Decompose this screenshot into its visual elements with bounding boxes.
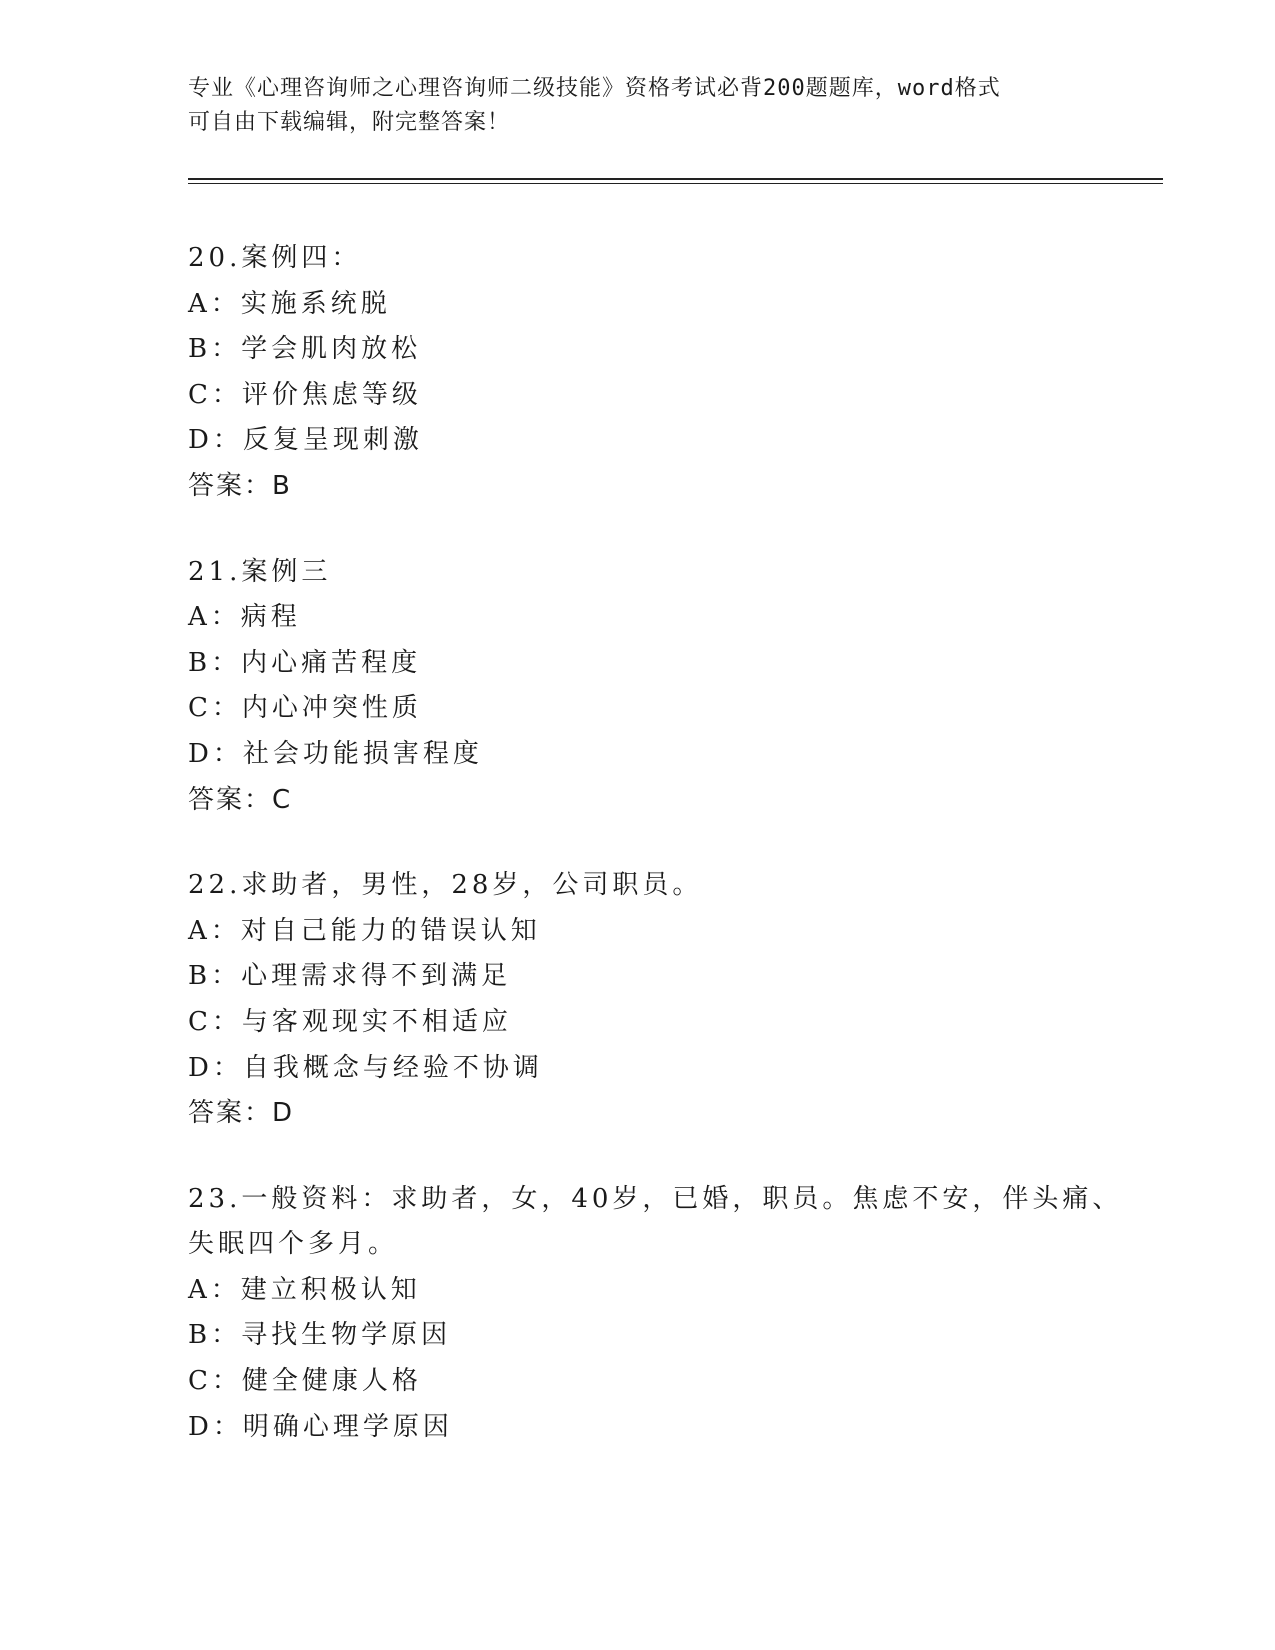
option-d: D：社会功能损害程度 bbox=[188, 738, 483, 769]
header-line-1: 专业《心理咨询师之心理咨询师二级技能》资格考试必背200题题库，word格式 bbox=[188, 76, 1001, 101]
option-b: B：心理需求得不到满足 bbox=[188, 961, 512, 992]
question-23 bbox=[188, 1177, 1123, 1451]
option-b: B：学会肌肉放松 bbox=[188, 334, 422, 365]
option-d: D：反复呈现刺激 bbox=[188, 425, 423, 456]
option-d: D：明确心理学原因 bbox=[188, 1411, 453, 1442]
question-stem-line-2: 失眠四个多月。 bbox=[188, 1229, 399, 1260]
answer-label: 答案：C bbox=[188, 784, 293, 815]
option-d: D：自我概念与经验不协调 bbox=[188, 1052, 543, 1083]
document-header bbox=[188, 72, 1088, 140]
answer-label: 答案：B bbox=[188, 470, 292, 501]
question-stem-line-1: 23.一般资料：求助者，女，40岁，已婚，职员。焦虑不安，伴头痛、 bbox=[188, 1183, 1123, 1214]
question-22 bbox=[188, 863, 1088, 1137]
option-b: B：寻找生物学原因 bbox=[188, 1320, 452, 1351]
header-divider bbox=[188, 178, 1163, 184]
option-a: A：对自己能力的错误认知 bbox=[188, 915, 541, 946]
option-b: B：内心痛苦程度 bbox=[188, 647, 422, 678]
option-c: C：健全健康人格 bbox=[188, 1366, 422, 1397]
question-21 bbox=[188, 550, 1088, 824]
header-line-2: 可自由下载编辑，附完整答案！ bbox=[188, 110, 511, 135]
option-a: A：病程 bbox=[188, 602, 301, 633]
option-a: A：实施系统脱 bbox=[188, 288, 391, 319]
question-list bbox=[188, 236, 1123, 1490]
option-a: A：建立积极认知 bbox=[188, 1274, 421, 1305]
question-stem: 21.案例三 bbox=[188, 556, 332, 587]
option-c: C：与客观现实不相适应 bbox=[188, 1006, 512, 1037]
question-stem: 20.案例四： bbox=[188, 243, 362, 273]
question-stem: 22.求助者，男性，28岁，公司职员。 bbox=[188, 870, 703, 901]
question-20 bbox=[188, 236, 1088, 510]
option-c: C：评价焦虑等级 bbox=[188, 379, 422, 410]
option-c: C：内心冲突性质 bbox=[188, 693, 422, 724]
answer-label: 答案：D bbox=[188, 1098, 295, 1129]
